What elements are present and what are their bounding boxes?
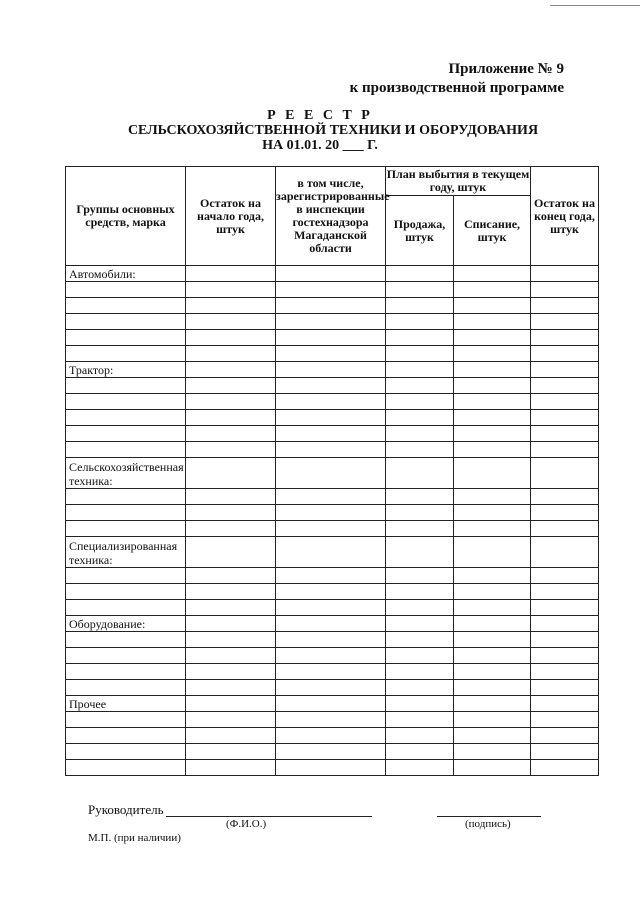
- table-cell: [186, 410, 276, 426]
- table-cell: [66, 505, 186, 521]
- table-cell: [186, 426, 276, 442]
- table-row: [66, 394, 599, 410]
- table-cell: [186, 744, 276, 760]
- table-row: [66, 505, 599, 521]
- table-cell: [386, 632, 454, 648]
- table-cell: [531, 442, 599, 458]
- table-cell: [454, 298, 531, 314]
- table-cell: [386, 458, 454, 489]
- table-row: [66, 410, 599, 426]
- header-writeoff: Списание, штук: [454, 196, 531, 266]
- table-cell: [386, 521, 454, 537]
- table-cell: [276, 442, 386, 458]
- table-row: [66, 664, 599, 680]
- table-cell: [186, 760, 276, 776]
- table-cell: [386, 298, 454, 314]
- table-cell: [66, 394, 186, 410]
- table-cell: [531, 282, 599, 298]
- table-cell: [186, 298, 276, 314]
- table-cell: [454, 616, 531, 632]
- table-cell: [531, 298, 599, 314]
- table-cell: [66, 282, 186, 298]
- signature-line: [437, 816, 541, 817]
- table-cell: [186, 521, 276, 537]
- table-cell: [276, 600, 386, 616]
- table-cell: [531, 537, 599, 568]
- table-cell: [454, 362, 531, 378]
- appendix-subtitle: к производственной программе: [349, 80, 564, 96]
- table-cell: [454, 378, 531, 394]
- table-cell: [386, 489, 454, 505]
- table-cell: [66, 632, 186, 648]
- table-cell: [276, 489, 386, 505]
- table-cell: [531, 410, 599, 426]
- table-cell: [454, 600, 531, 616]
- table-cell: [276, 346, 386, 362]
- stamp-note: М.П. (при наличии): [88, 832, 181, 844]
- table-cell: [386, 696, 454, 712]
- table-cell: [531, 362, 599, 378]
- header-groups: Группы основных средств, марка: [66, 167, 186, 266]
- table-cell: [276, 537, 386, 568]
- table-cell: [276, 394, 386, 410]
- corner-rule: [550, 5, 640, 6]
- table-cell: [276, 378, 386, 394]
- group-label: Автомобили:: [66, 266, 186, 282]
- table-cell: [66, 489, 186, 505]
- table-cell: [531, 489, 599, 505]
- group-label: Специализированная техника:: [66, 537, 186, 568]
- table-cell: [531, 378, 599, 394]
- table-cell: [454, 568, 531, 584]
- table-cell: [531, 728, 599, 744]
- table-cell: [276, 728, 386, 744]
- table-row: [66, 760, 599, 776]
- table-cell: [276, 521, 386, 537]
- group-label-row: [66, 537, 599, 568]
- table-cell: [66, 410, 186, 426]
- table-row: [66, 314, 599, 330]
- table-cell: [66, 712, 186, 728]
- registry-table: [65, 166, 599, 776]
- table-row: [66, 282, 599, 298]
- table-cell: [276, 298, 386, 314]
- table-cell: [454, 584, 531, 600]
- table-cell: [531, 521, 599, 537]
- table-row: [66, 648, 599, 664]
- table-cell: [454, 521, 531, 537]
- table-cell: [386, 584, 454, 600]
- table-cell: [386, 744, 454, 760]
- table-cell: [66, 760, 186, 776]
- table-cell: [454, 314, 531, 330]
- table-cell: [531, 712, 599, 728]
- table-cell: [186, 680, 276, 696]
- table-cell: [386, 728, 454, 744]
- table-cell: [454, 330, 531, 346]
- table-cell: [386, 266, 454, 282]
- group-label-row: [66, 696, 599, 712]
- table-cell: [386, 680, 454, 696]
- table-cell: [66, 426, 186, 442]
- table-cell: [66, 744, 186, 760]
- table-cell: [186, 442, 276, 458]
- table-row: [66, 378, 599, 394]
- table-cell: [186, 362, 276, 378]
- table-cell: [454, 489, 531, 505]
- table-cell: [66, 314, 186, 330]
- table-row: [66, 298, 599, 314]
- group-label-row: [66, 458, 599, 489]
- table-cell: [186, 378, 276, 394]
- table-cell: [454, 728, 531, 744]
- table-cell: [454, 410, 531, 426]
- table-row: [66, 489, 599, 505]
- table-cell: [276, 664, 386, 680]
- table-cell: [186, 600, 276, 616]
- signature-caption: (подпись): [465, 818, 511, 830]
- table-cell: [531, 632, 599, 648]
- table-cell: [531, 346, 599, 362]
- table-cell: [66, 521, 186, 537]
- table-cell: [454, 394, 531, 410]
- table-row: [66, 600, 599, 616]
- group-label-row: [66, 266, 599, 282]
- table-cell: [386, 330, 454, 346]
- table-cell: [386, 362, 454, 378]
- table-cell: [186, 537, 276, 568]
- table-cell: [66, 568, 186, 584]
- table-cell: [531, 426, 599, 442]
- table-cell: [454, 442, 531, 458]
- table-cell: [186, 664, 276, 680]
- table-cell: [386, 760, 454, 776]
- table-cell: [186, 616, 276, 632]
- table-cell: [66, 442, 186, 458]
- table-cell: [454, 458, 531, 489]
- table-cell: [276, 330, 386, 346]
- table-cell: [66, 664, 186, 680]
- header-registered: в том числе, зарегистрированные в инспекции гостехнадзора Магаданской области: [276, 167, 386, 266]
- table-cell: [186, 346, 276, 362]
- table-row: [66, 712, 599, 728]
- table-cell: [186, 568, 276, 584]
- table-cell: [531, 696, 599, 712]
- table-cell: [531, 458, 599, 489]
- appendix-header: [350, 60, 564, 98]
- table-cell: [386, 712, 454, 728]
- table-cell: [66, 600, 186, 616]
- table-cell: [186, 696, 276, 712]
- table-cell: [276, 760, 386, 776]
- table-cell: [276, 680, 386, 696]
- table-cell: [386, 505, 454, 521]
- table-cell: [531, 600, 599, 616]
- table-cell: [276, 744, 386, 760]
- title-date: НА 01.01. 20 ___ Г.: [262, 138, 378, 153]
- head-label: Руководитель: [88, 802, 164, 817]
- table-cell: [454, 696, 531, 712]
- table-cell: [276, 712, 386, 728]
- table-cell: [276, 505, 386, 521]
- header-start-balance: Остаток на начало года, штук: [186, 167, 276, 266]
- table-cell: [386, 568, 454, 584]
- table-row: [66, 632, 599, 648]
- group-label: Трактор:: [66, 362, 186, 378]
- table-cell: [186, 489, 276, 505]
- table-cell: [276, 426, 386, 442]
- header-end-balance: Остаток на конец года, штук: [531, 167, 599, 266]
- table-cell: [386, 442, 454, 458]
- table-cell: [66, 330, 186, 346]
- table-cell: [531, 394, 599, 410]
- table-cell: [386, 537, 454, 568]
- table-cell: [186, 330, 276, 346]
- table-cell: [276, 458, 386, 489]
- table-row: [66, 744, 599, 760]
- table-cell: [66, 584, 186, 600]
- table-cell: [531, 330, 599, 346]
- table-cell: [531, 744, 599, 760]
- table-cell: [66, 728, 186, 744]
- table-cell: [276, 314, 386, 330]
- table-cell: [276, 410, 386, 426]
- table-cell: [66, 346, 186, 362]
- table-row: [66, 346, 599, 362]
- table-cell: [186, 632, 276, 648]
- table-cell: [276, 616, 386, 632]
- table-cell: [454, 744, 531, 760]
- table-cell: [186, 314, 276, 330]
- table-row: [66, 728, 599, 744]
- group-label-row: [66, 616, 599, 632]
- table-cell: [454, 426, 531, 442]
- group-label-row: [66, 362, 599, 378]
- table-cell: [386, 378, 454, 394]
- table-cell: [186, 458, 276, 489]
- table-cell: [531, 664, 599, 680]
- table-cell: [454, 632, 531, 648]
- document-title: [0, 108, 640, 153]
- table-cell: [531, 616, 599, 632]
- table-row: [66, 426, 599, 442]
- title-subject: СЕЛЬСКОХОЗЯЙСТВЕННОЙ ТЕХНИКИ И ОБОРУДОВАНИЯ: [127, 123, 539, 138]
- table-cell: [454, 282, 531, 298]
- table-cell: [386, 600, 454, 616]
- table-cell: [386, 346, 454, 362]
- table-cell: [386, 426, 454, 442]
- table-cell: [454, 346, 531, 362]
- table-cell: [276, 696, 386, 712]
- table-cell: [386, 616, 454, 632]
- table-cell: [386, 664, 454, 680]
- table-cell: [454, 537, 531, 568]
- table-cell: [276, 362, 386, 378]
- table-cell: [276, 632, 386, 648]
- fio-line: [166, 816, 372, 817]
- table-row: [66, 584, 599, 600]
- table-cell: [66, 298, 186, 314]
- table-cell: [454, 266, 531, 282]
- table-cell: [531, 568, 599, 584]
- table-cell: [454, 680, 531, 696]
- table-cell: [386, 282, 454, 298]
- table-cell: [386, 648, 454, 664]
- table-cell: [531, 505, 599, 521]
- fio-caption: (Ф.И.О.): [226, 818, 267, 830]
- table-cell: [186, 394, 276, 410]
- group-label: Прочее: [66, 696, 186, 712]
- table-cell: [531, 584, 599, 600]
- table-cell: [531, 266, 599, 282]
- table-cell: [186, 648, 276, 664]
- table-cell: [186, 282, 276, 298]
- table-cell: [454, 760, 531, 776]
- table-row: [66, 680, 599, 696]
- table-cell: [186, 266, 276, 282]
- table-cell: [386, 410, 454, 426]
- table-cell: [454, 712, 531, 728]
- table-cell: [454, 664, 531, 680]
- header-sale: Продажа, штук: [386, 196, 454, 266]
- table-row: [66, 330, 599, 346]
- table-cell: [276, 568, 386, 584]
- table-cell: [454, 648, 531, 664]
- title-registry: Р Е Е С Т Р: [267, 108, 373, 123]
- table-cell: [276, 648, 386, 664]
- table-cell: [454, 505, 531, 521]
- table-cell: [531, 760, 599, 776]
- group-label: Оборудование:: [66, 616, 186, 632]
- table-row: [66, 442, 599, 458]
- table-cell: [186, 712, 276, 728]
- table-cell: [276, 584, 386, 600]
- table-cell: [276, 282, 386, 298]
- table-cell: [531, 314, 599, 330]
- table-cell: [66, 378, 186, 394]
- table-cell: [386, 394, 454, 410]
- header-disposal-plan: План выбытия в текущем году, штук: [386, 167, 530, 194]
- table-cell: [531, 648, 599, 664]
- table-cell: [186, 728, 276, 744]
- table-cell: [66, 648, 186, 664]
- table-cell: [386, 314, 454, 330]
- group-label: Сельскохозяйственная техника:: [66, 458, 186, 489]
- table-row: [66, 568, 599, 584]
- table-cell: [66, 680, 186, 696]
- table-row: [66, 521, 599, 537]
- table-cell: [531, 680, 599, 696]
- table-cell: [186, 584, 276, 600]
- appendix-number: Приложение № 9: [448, 61, 564, 77]
- table-cell: [186, 505, 276, 521]
- table-cell: [276, 266, 386, 282]
- registry-body: [66, 266, 599, 776]
